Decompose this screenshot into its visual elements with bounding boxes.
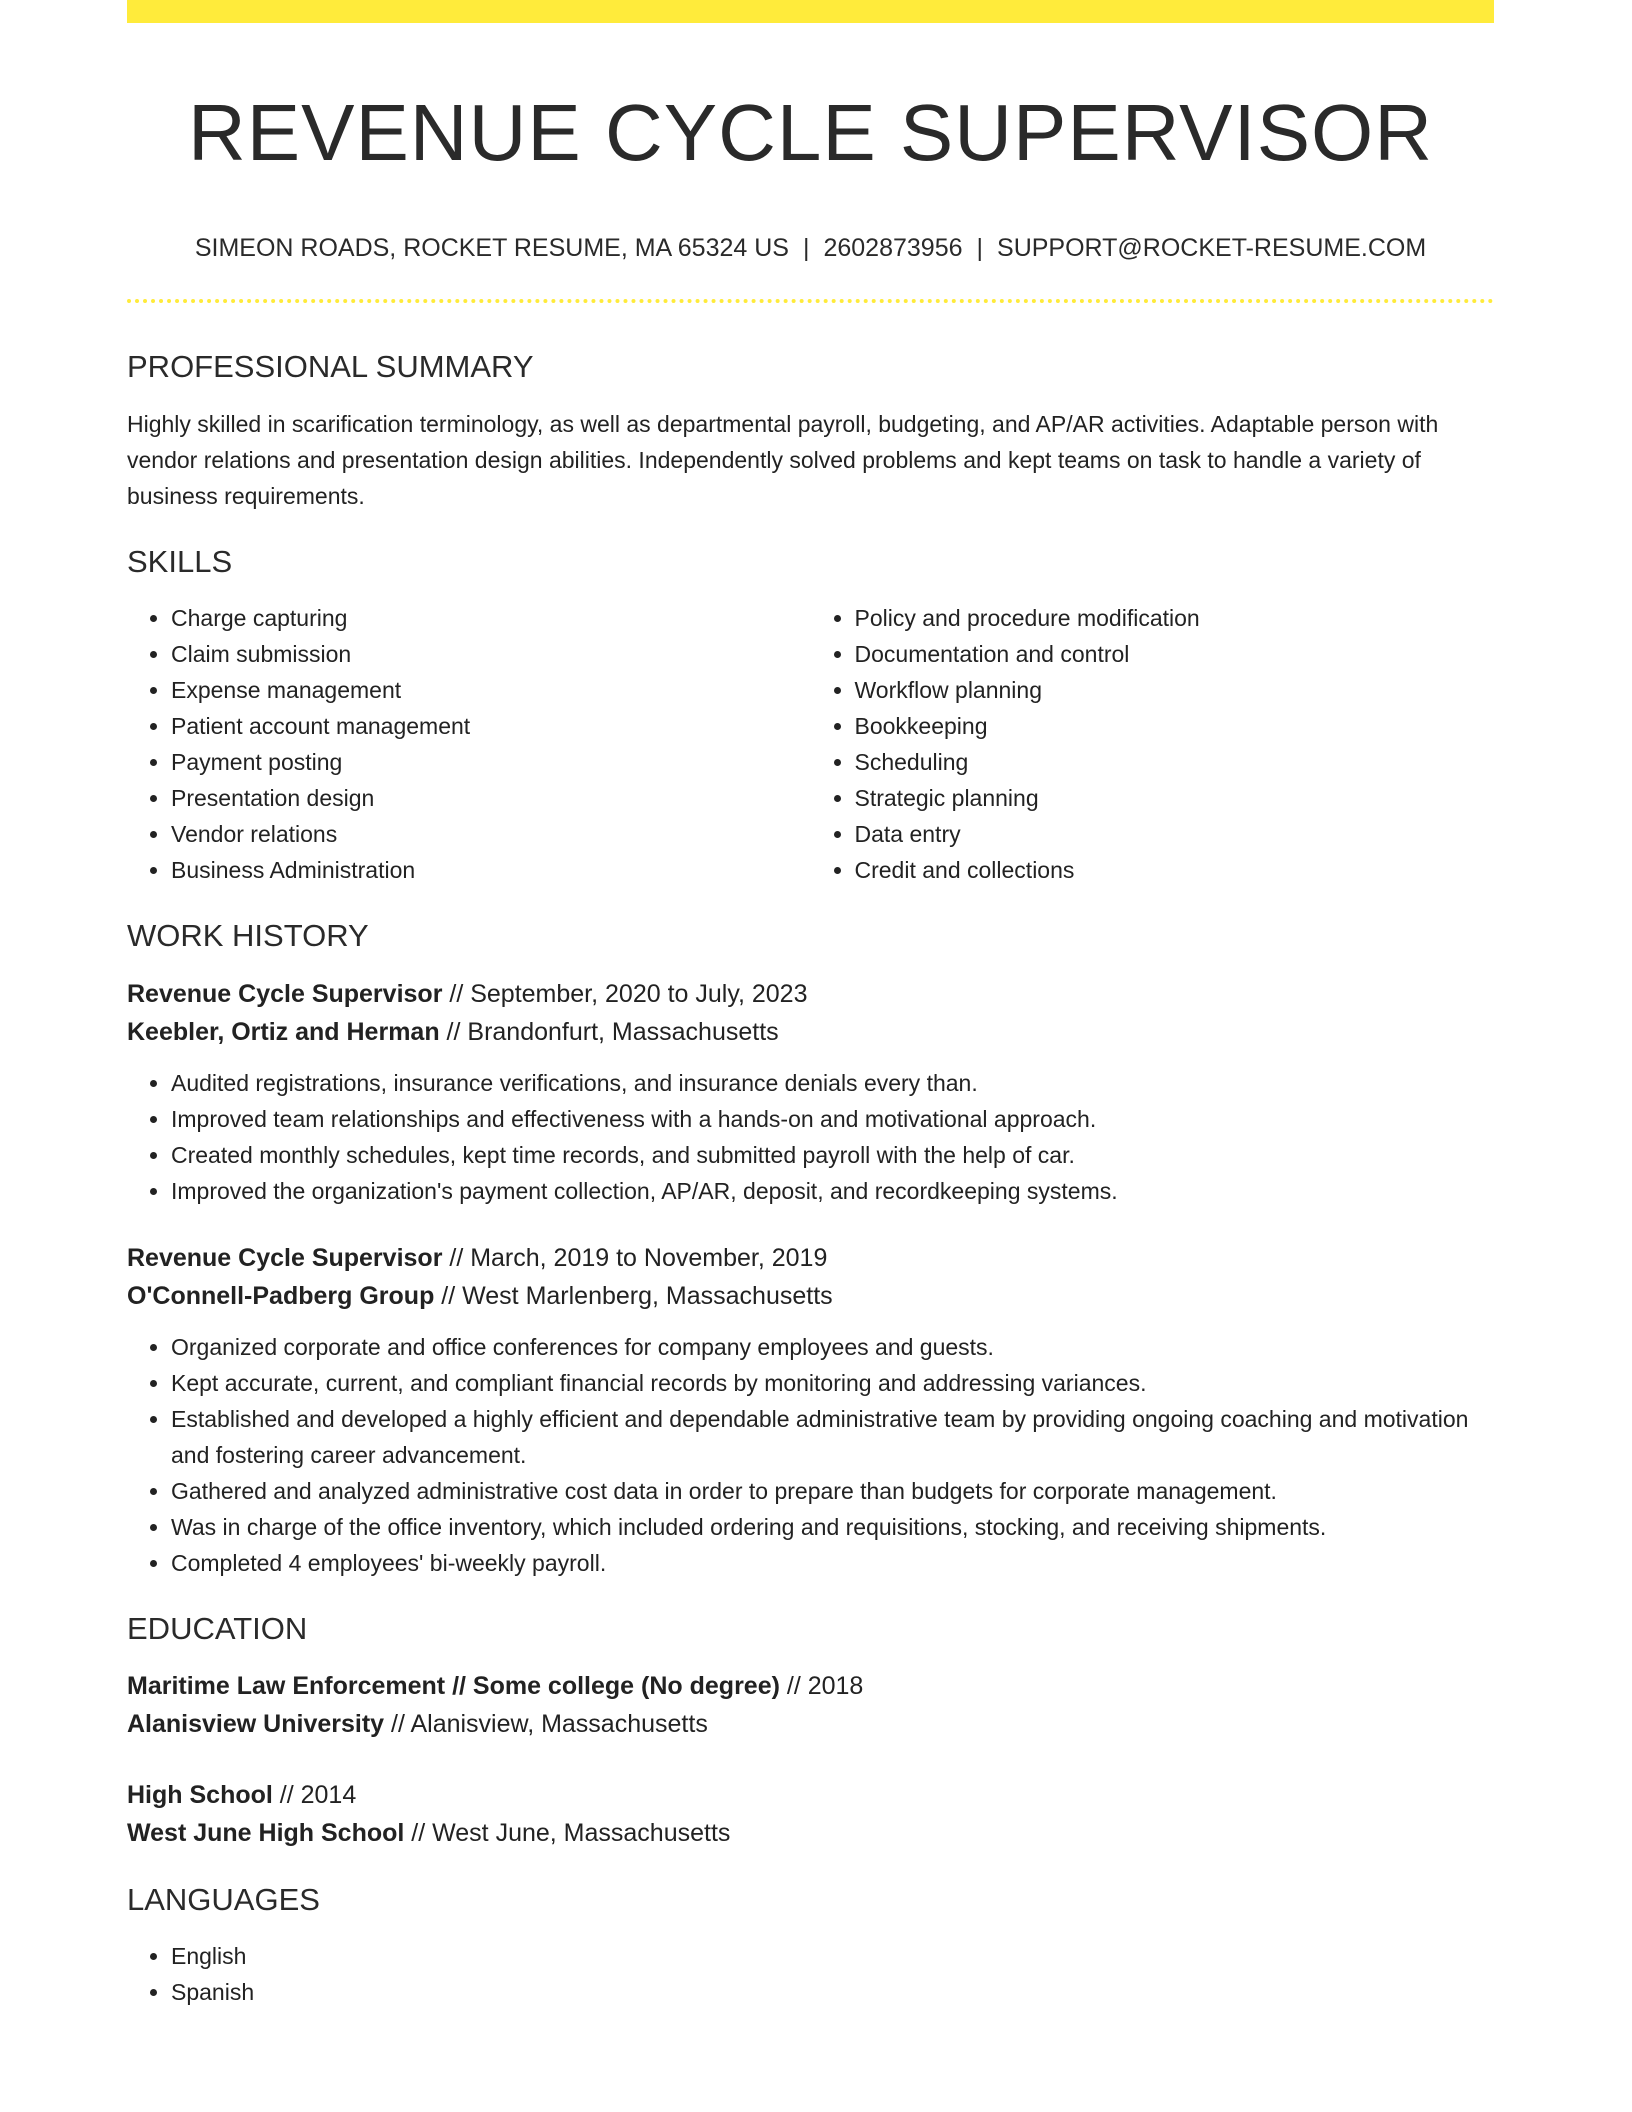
resume-page (127, 0, 1494, 2010)
contact-email[interactable]: SUPPORT@ROCKET-RESUME.COM (997, 234, 1427, 262)
job-title: Revenue Cycle Supervisor (127, 979, 443, 1008)
job-company: O'Connell-Padberg Group (127, 1281, 435, 1310)
education-school: West June High School (127, 1818, 405, 1847)
job-location: // West Marlenberg, Massachusetts (434, 1281, 833, 1310)
education-entry (127, 1776, 1494, 1852)
list-item: • Was in charge of the office inventory, which included ordering and requisitions, stocking, and receiving shipments. (171, 1509, 1494, 1545)
job-entry (127, 1239, 1494, 1581)
list-item: • Claim submission (171, 636, 811, 672)
education-degree-line (127, 1776, 1494, 1814)
list-item: • Data entry (855, 816, 1495, 852)
list-item: • Policy and procedure modification (855, 600, 1495, 636)
job-dates: // September, 2020 to July, 2023 (442, 979, 808, 1008)
list-item: • Credit and collections (855, 852, 1495, 888)
list-item: • Business Administration (171, 852, 811, 888)
education-entry (127, 1667, 1494, 1743)
education-school-line (127, 1705, 1494, 1743)
education-location: // Alanisview, Massachusetts (384, 1709, 708, 1738)
list-item: • Patient account management (171, 708, 811, 744)
contact-separator: | (976, 234, 984, 262)
list-item: • Charge capturing (171, 600, 811, 636)
job-title: Revenue Cycle Supervisor (127, 1243, 443, 1272)
list-item: • Kept accurate, current, and compliant financial records by monitoring and addressing variances. (171, 1365, 1494, 1401)
job-company-line (127, 1277, 1494, 1315)
education-heading: EDUCATION (127, 1610, 308, 1646)
list-item: • Vendor relations (171, 816, 811, 852)
list-item: • English (171, 1938, 1494, 1974)
list-item: • Improved the organization's payment collection, AP/AR, deposit, and recordkeeping systems. (171, 1173, 1494, 1209)
job-bullets (127, 1065, 1494, 1209)
list-item: • Created monthly schedules, kept time records, and submitted payroll with the help of car. (171, 1137, 1494, 1173)
top-accent-bar (127, 0, 1494, 23)
list-item: • Organized corporate and office conferences for company employees and guests. (171, 1329, 1494, 1365)
dotted-divider (127, 299, 1494, 303)
list-item: • Bookkeeping (855, 708, 1495, 744)
list-item: • Payment posting (171, 744, 811, 780)
job-title-line (127, 1239, 1494, 1277)
education-school-line (127, 1814, 1494, 1852)
list-item: • Workflow planning (855, 672, 1495, 708)
languages-heading: LANGUAGES (127, 1881, 320, 1917)
education-degree: Maritime Law Enforcement // Some college (No degree) (127, 1671, 780, 1700)
list-item: • Completed 4 employees' bi-weekly payroll. (171, 1545, 1494, 1581)
languages-list (127, 1938, 1494, 2010)
education-year: // 2014 (272, 1780, 357, 1809)
education-degree-line (127, 1667, 1494, 1705)
job-entry (127, 975, 1494, 1209)
list-item: • Scheduling (855, 744, 1495, 780)
list-item: • Documentation and control (855, 636, 1495, 672)
job-company-line (127, 1013, 1494, 1051)
skills-columns (127, 600, 1494, 888)
list-item: • Strategic planning (855, 780, 1495, 816)
job-location: // Brandonfurt, Massachusetts (439, 1017, 779, 1046)
skills-list-right (811, 600, 1495, 888)
contact-phone: 2602873956 (823, 234, 963, 262)
summary-heading: PROFESSIONAL SUMMARY (127, 349, 534, 384)
contact-address: SIMEON ROADS, ROCKET RESUME, MA 65324 US (194, 234, 789, 262)
skills-heading: SKILLS (127, 544, 233, 580)
skills-list-left (127, 600, 811, 888)
resume-title: REVENUE CYCLE SUPERVISOR (187, 88, 1434, 177)
summary-text: Highly skilled in scarification terminology, as well as departmental payroll, budgeting, and AP/AR activities. Adaptable person with vendor relations and presentation design abilities. Independently solved problems and kept teams on task to handle a variety of business requirements. (127, 411, 1439, 510)
education-school: Alanisview University (127, 1709, 385, 1738)
contact-line (127, 233, 1494, 263)
list-item: • Audited registrations, insurance verifications, and insurance denials every than. (171, 1065, 1494, 1101)
list-item: • Established and developed a highly efficient and dependable administrative team by providing ongoing coaching and motivation and fostering career advancement. (171, 1401, 1494, 1473)
list-item: • Expense management (171, 672, 811, 708)
education-year: // 2018 (779, 1671, 864, 1700)
job-company: Keebler, Ortiz and Herman (127, 1017, 440, 1046)
education-degree: High School (127, 1780, 273, 1809)
job-dates: // March, 2019 to November, 2019 (442, 1243, 828, 1272)
work-heading: WORK HISTORY (127, 918, 369, 954)
job-title-line (127, 975, 1494, 1013)
job-bullets (127, 1329, 1494, 1581)
contact-separator: | (802, 234, 810, 262)
list-item: • Presentation design (171, 780, 811, 816)
education-location: // West June, Massachusetts (404, 1818, 731, 1847)
list-item: • Spanish (171, 1974, 1494, 2010)
list-item: • Improved team relationships and effectiveness with a hands-on and motivational approach. (171, 1101, 1494, 1137)
list-item: • Gathered and analyzed administrative cost data in order to prepare than budgets for corporate management. (171, 1473, 1494, 1509)
